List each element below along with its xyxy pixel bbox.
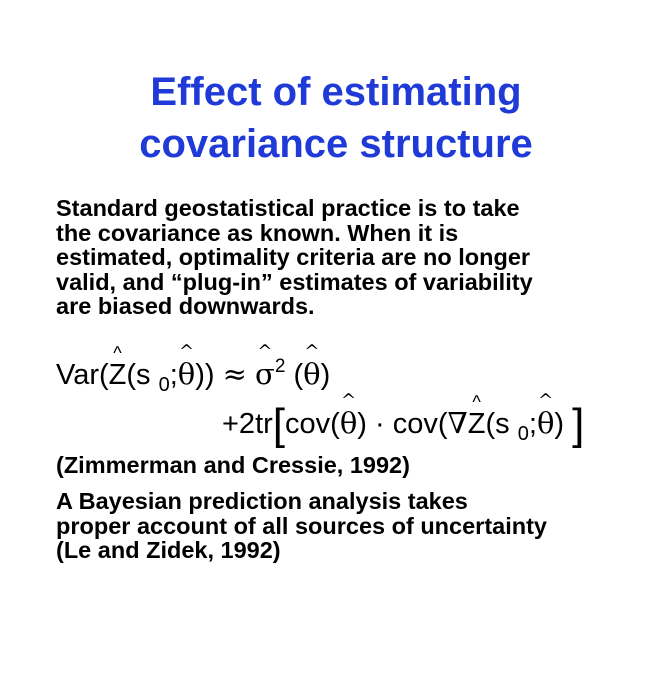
eq-close: ) (554, 408, 565, 440)
eq-close: ) (357, 408, 367, 440)
superscript-two: 2 (274, 356, 286, 377)
dot-operator: · (375, 408, 385, 440)
title-line: covariance structure (139, 122, 533, 166)
paragraph-line: are biased downwards. (56, 293, 315, 319)
eq-semicolon: ; (528, 408, 537, 440)
left-bracket: [ (272, 400, 286, 449)
eq-cov: cov( (392, 408, 448, 440)
eq-close: )) (195, 359, 215, 391)
eq-cov: cov( (285, 408, 340, 440)
sigma-hat: ^ σ (255, 357, 275, 391)
variance-equation-line2 (222, 400, 585, 449)
paragraph-line: A Bayesian prediction analysis takes (56, 488, 468, 514)
eq-semicolon: ; (169, 359, 178, 391)
eq-plus-trace: +2tr (222, 408, 273, 440)
paragraph-line: Standard geostatistical practice is to take (56, 195, 520, 221)
paragraph-line: the covariance as known. When it is (56, 219, 459, 246)
paragraph-line: valid, and “plug-in” estimates of variability (56, 268, 533, 295)
eq-var: Var( (56, 359, 109, 391)
eq-open-paren: ( (293, 359, 304, 391)
approx-symbol: ≈ (222, 357, 247, 391)
theta-hat: ^ θ (340, 406, 357, 440)
bayesian-paragraph (56, 489, 547, 563)
eq-open-s: (s (126, 359, 151, 391)
subscript-zero: 0 (517, 423, 529, 445)
paragraph-line: (Le and Zidek, 1992) (56, 537, 281, 563)
z-hat: ^ Z (468, 408, 486, 441)
citation-text: (Zimmerman and Cressie, 1992) (56, 452, 410, 478)
nabla-symbol: ∇ (447, 406, 468, 440)
slide-title (0, 66, 672, 170)
eq-close-paren: ) (320, 359, 331, 391)
subscript-zero: 0 (158, 374, 170, 396)
z-hat: ^ Z (109, 359, 127, 392)
theta-hat: ^ θ (178, 357, 195, 391)
intro-paragraph (56, 196, 533, 319)
eq-open-s: (s (485, 408, 510, 440)
paragraph-line: estimated, optimality criteria are no longer (56, 244, 531, 270)
variance-equation-line1 (56, 356, 331, 396)
title-line: Effect of estimating (150, 70, 522, 114)
theta-hat: ^ θ (537, 406, 554, 440)
paragraph-line: proper account of all sources of uncertainty (56, 512, 547, 539)
citation (56, 453, 410, 478)
right-bracket: ] (572, 400, 585, 449)
theta-hat: ^ θ (303, 357, 320, 391)
